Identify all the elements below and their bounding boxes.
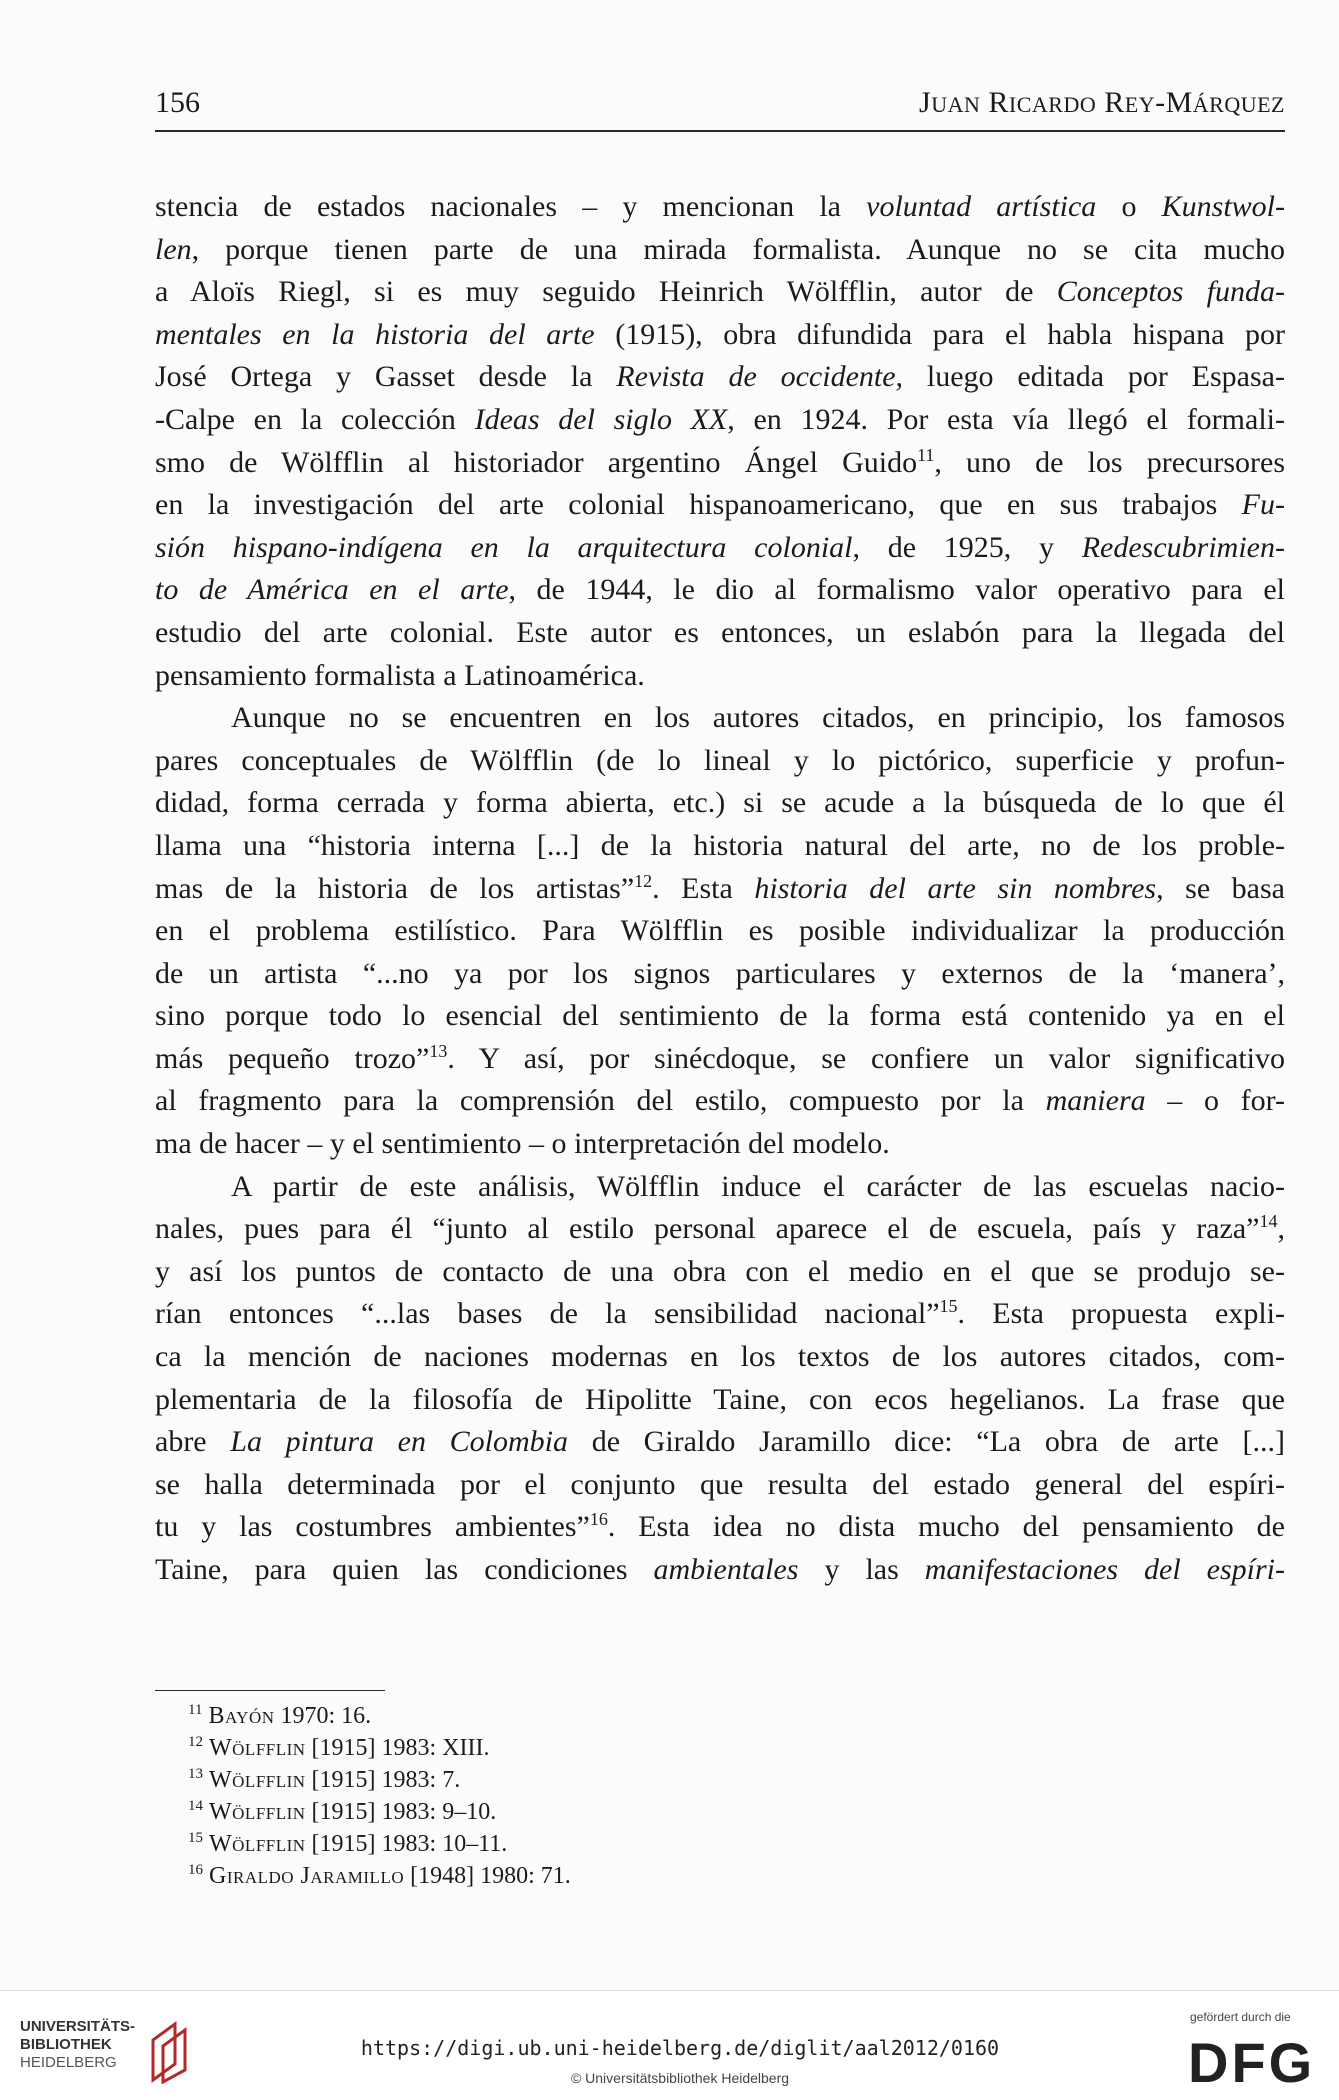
text-line: Taine, para quien las condiciones ambientales y las manifestaciones del espíri- bbox=[155, 1553, 1286, 1586]
text-line: sino porque todo lo esencial del sentimiento de la forma está contenido ya en el bbox=[155, 999, 1285, 1033]
text-line: llama una “historia interna [...] de la historia natural del arte, no de los proble- bbox=[155, 828, 1285, 862]
text-line: José Ortega y Gasset desde la Revista de occidente, luego editada por Espasa- bbox=[155, 360, 1285, 394]
footnote: $^{11}$ Bayón 1970: 16. bbox=[188, 1702, 372, 1729]
text-line: en el problema estilístico. Para Wölfflin es posible individualizar la producción bbox=[155, 914, 1285, 948]
footnote: $^{13}$ Wölfflin [1915] 1983: 7. bbox=[188, 1766, 461, 1793]
footnote-ref: 12 bbox=[634, 870, 653, 891]
footnote-ref: 13 bbox=[429, 1040, 448, 1061]
text-line: en la investigación del arte colonial hispanoamericano, que en sus trabajos Fu- bbox=[155, 488, 1285, 522]
text-line: sión hispano-indígena en la arquitectura colonial, de 1925, y Redescubrimien- bbox=[155, 530, 1285, 564]
text-line: smo de Wölfflin al historiador argentino Ángel Guido$^{11}$, uno de los precursores bbox=[155, 444, 1285, 479]
text-line: estudio del arte colonial. Este autor es entonces, un eslabón para la llegada del bbox=[155, 615, 1285, 649]
running-head bbox=[155, 86, 1285, 132]
body-text bbox=[155, 186, 1285, 1592]
footnote: $^{15}$ Wölfflin [1915] 1983: 10–11. bbox=[188, 1830, 508, 1857]
text-line: y así los puntos de contacto de una obra con el medio en el que se produjo se- bbox=[155, 1254, 1285, 1288]
text-line: abre La pintura en Colombia de Giraldo Jaramillo dice: “La obra de arte [...] bbox=[155, 1425, 1285, 1459]
text-line: de un artista “...no ya por los signos particulares y externos de la ‘manera’, bbox=[155, 956, 1285, 990]
text-line: pares conceptuales de Wölfflin (de lo lineal y lo pictórico, superficie y profun- bbox=[155, 743, 1285, 777]
library-emblem-icon bbox=[145, 2020, 195, 2084]
text-line: al fragmento para la comprensión del estilo, compuesto por la maniera – o for- bbox=[155, 1084, 1286, 1118]
permalink-url[interactable]: https://digi.ub.uni-heidelberg.de/diglit/aal2012/0160 bbox=[360, 2036, 1000, 2060]
text-line: stencia de estados nacionales – y mencionan la voluntad artística o Kunstwol- bbox=[155, 190, 1286, 223]
text-line: a Aloïs Riegl, si es muy seguido Heinrich Wölfflin, autor de Conceptos funda- bbox=[155, 275, 1285, 309]
library-name: UNIVERSITÄTS- BIBLIOTHEK HEIDELBERG bbox=[20, 2018, 136, 2071]
text-line: se halla determinada por el conjunto que resulta del estado general del espíri- bbox=[155, 1467, 1285, 1501]
footnote-ref: 11 bbox=[917, 444, 935, 465]
page-number: 156 bbox=[155, 86, 200, 119]
dfg-logo: DFG bbox=[1188, 2031, 1316, 2094]
footnotes bbox=[188, 1700, 571, 1892]
text-line: tu y las costumbres ambientes”$^{16}$. Esta idea no dista mucho del pensamiento de bbox=[155, 1509, 1285, 1544]
text-line: más pequeño trozo”$^{13}$. Y así, por sinécdoque, se confiere un valor significativo bbox=[155, 1040, 1285, 1075]
text-line: -Calpe en la colección Ideas del siglo XX, en 1924. Por esta vía llegó el formali- bbox=[155, 402, 1285, 436]
text-line: len, porque tienen parte de una mirada formalista. Aunque no se cita mucho bbox=[155, 232, 1285, 266]
text-line: plementaria de la filosofía de Hipolitte Taine, con ecos hegelianos. La frase que bbox=[155, 1382, 1285, 1416]
text-line: nales, pues para él “junto al estilo personal aparece el de escuela, país y raza”$^{14}$, bbox=[155, 1211, 1285, 1246]
text-line: mentales en la historia del arte (1915), obra difundida para el habla hispana por bbox=[155, 317, 1285, 351]
footnote-ref: 15 bbox=[939, 1296, 958, 1317]
footnote: $^{16}$ Giraldo Jaramillo [1948] 1980: 71. bbox=[188, 1862, 571, 1889]
text-line: rían entonces “...las bases de la sensibilidad nacional”$^{15}$. Esta propuesta expli- bbox=[155, 1296, 1285, 1331]
funder-note: gefördert durch die bbox=[1190, 2010, 1291, 2024]
text-line: A partir de este análisis, Wölfflin induce el carácter de las escuelas nacio- bbox=[231, 1169, 1285, 1203]
text-line: didad, forma cerrada y forma abierta, etc.) si se acude a la búsqueda de lo que él bbox=[155, 786, 1285, 820]
copyright-notice: © Universitätsbibliothek Heidelberg bbox=[570, 2070, 790, 2086]
footnote: $^{12}$ Wölfflin [1915] 1983: XIII. bbox=[188, 1734, 490, 1761]
text-line: mas de la historia de los artistas”$^{12}$. Esta historia del arte sin nombres, se basa bbox=[155, 870, 1285, 905]
text-line: to de América en el arte, de 1944, le dio al formalismo valor operativo para el bbox=[155, 573, 1285, 607]
footnote-ref: 14 bbox=[1259, 1211, 1278, 1232]
footnote-ref: 16 bbox=[589, 1509, 608, 1530]
text-line: Aunque no se encuentren en los autores citados, en principio, los famosos bbox=[231, 701, 1285, 735]
footnote-separator bbox=[155, 1690, 385, 1691]
text-line: pensamiento formalista a Latinoamérica. bbox=[155, 658, 645, 692]
text-line: ma de hacer – y el sentimiento – o interpretación del modelo. bbox=[155, 1127, 890, 1161]
footnote: $^{14}$ Wölfflin [1915] 1983: 9–10. bbox=[188, 1798, 497, 1825]
running-head-author: JUAN RICARDO REY-MÁRQUEZ bbox=[919, 86, 1285, 119]
text-line: ca la mención de naciones modernas en los textos de los autores citados, com- bbox=[155, 1340, 1285, 1374]
library-logo bbox=[20, 2018, 200, 2088]
